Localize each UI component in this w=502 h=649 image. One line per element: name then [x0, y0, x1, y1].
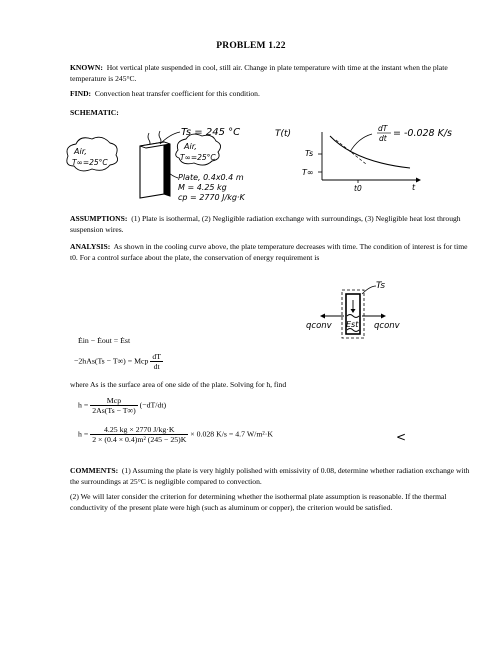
equation-h-symbolic — [78, 396, 166, 415]
eq3-fraction — [90, 396, 137, 415]
eq2-lhs: −2hAs(Ts − T∞) = Mcp — [74, 356, 149, 366]
air-left-line2: T∞=25°C — [72, 158, 108, 167]
eq2-fraction — [150, 352, 163, 371]
eq3-num: Mcp — [90, 396, 137, 406]
air-left-line1: Air, — [74, 147, 87, 156]
q-left-arrow-head — [320, 314, 325, 319]
graph-t-label: t — [412, 183, 416, 192]
graph-tinf-label: T∞ — [302, 168, 314, 177]
plate-spec-dims: Plate, 0.4x0.4 m — [178, 173, 244, 182]
comment-1: (1) Assuming the plate is very highly polished with emissivity of 0.08, determine whether radiation exchange with the surroundings at 25°C is negligible compared to convection. — [70, 466, 470, 486]
q-right-label: qconv — [374, 321, 400, 331]
cv-arrow-down-head — [351, 309, 356, 313]
known-section — [70, 63, 470, 84]
analysis-label: ANALYSIS: — [70, 242, 111, 251]
schematic-drawing — [60, 122, 480, 204]
graph-x-arrow — [416, 178, 421, 183]
result-marker: < — [396, 430, 407, 444]
assumptions-section — [70, 214, 470, 235]
eq4-fraction — [90, 425, 188, 444]
comment-2: (2) We will later consider the criterion for determining whether the isothermal plate assumption is reasonable. If the thermal conductivity of the present plate were high (such as aluminum or copper), the criterion would be satisfied. — [70, 492, 447, 512]
slope-den: dt — [379, 134, 387, 143]
eq4-tail: × 0.028 K/s = 4.7 W/m²·K — [190, 429, 273, 439]
eq4-den: 2 × (0.4 × 0.4)m² (245 − 25)K — [92, 435, 187, 444]
schematic-label: SCHEMATIC: — [70, 108, 119, 117]
find-section — [70, 89, 470, 100]
known-text: Hot vertical plate suspended in cool, still air. Change in plate temperature with time at the instant when the plate temperature is 245°C. — [70, 63, 448, 83]
eq2-den: dt — [153, 362, 160, 371]
equation-convection — [74, 352, 163, 371]
plate-face — [140, 142, 164, 198]
control-volume-drawing — [300, 280, 420, 346]
cooling-curve — [330, 136, 410, 168]
slope-num: dT — [378, 124, 388, 133]
graph-ts-label: Ts — [305, 149, 314, 158]
schematic-section — [70, 108, 470, 119]
find-label: FIND: — [70, 89, 92, 98]
air-right-line1: Air, — [184, 142, 197, 151]
slope-value: = -0.028 K/s — [393, 128, 453, 139]
find-text: Convection heat transfer coefficient for this condition. — [94, 89, 260, 98]
equation-h-numeric — [78, 425, 273, 444]
where-text: where As is the surface area of one side of the plate. Solving for h, find — [70, 380, 287, 389]
cv-ts-label: Ts — [376, 281, 386, 291]
plate-spec-cp: cp = 2770 J/kg·K — [178, 193, 245, 202]
analysis-section — [70, 242, 470, 263]
graph-y-label: T(t) — [275, 129, 292, 139]
q-left-label: qconv — [306, 321, 332, 331]
problem-title: PROBLEM 1.22 — [216, 41, 286, 51]
eq3-lhs: h = — [78, 400, 89, 410]
comments-section — [70, 466, 470, 487]
eq2-num: dT — [152, 352, 161, 361]
equation-energy-balance: Ėin − Ėout = Ėst — [78, 336, 131, 345]
graph-t0-label: t0 — [354, 184, 362, 193]
air-right-line2: T∞=25°C — [180, 153, 216, 162]
cv-est-label: Est — [346, 320, 359, 329]
eq4-lhs: h = — [78, 429, 89, 439]
known-label: KNOWN: — [70, 63, 103, 72]
assumptions-text: (1) Plate is isothermal, (2) Negligible radiation exchange with surroundings, (3) Negligible heat lost through suspension wires. — [70, 214, 461, 234]
plate-side — [164, 142, 170, 196]
comments-label: COMMENTS: — [70, 466, 119, 475]
eq3-tail: (−dT/dt) — [139, 400, 167, 410]
eq3-den: 2As(Ts − T∞) — [92, 406, 136, 415]
analysis-text: As shown in the cooling curve above, the plate temperature decreases with time. The condition of interest is for time t0. For a control surface about the plate, the conservation of energy requirement is — [70, 242, 468, 262]
plate-spec-mass: M = 4.25 kg — [178, 183, 227, 192]
ts-label: Ts = 245 °C — [181, 127, 241, 138]
eq4-num: 4.25 kg × 2770 J/kg·K — [90, 425, 188, 435]
q-right-arrow-head — [381, 314, 386, 319]
slope-leader — [350, 134, 372, 152]
assumptions-label: ASSUMPTIONS: — [70, 214, 128, 223]
cv-wavy-1 — [347, 315, 359, 318]
